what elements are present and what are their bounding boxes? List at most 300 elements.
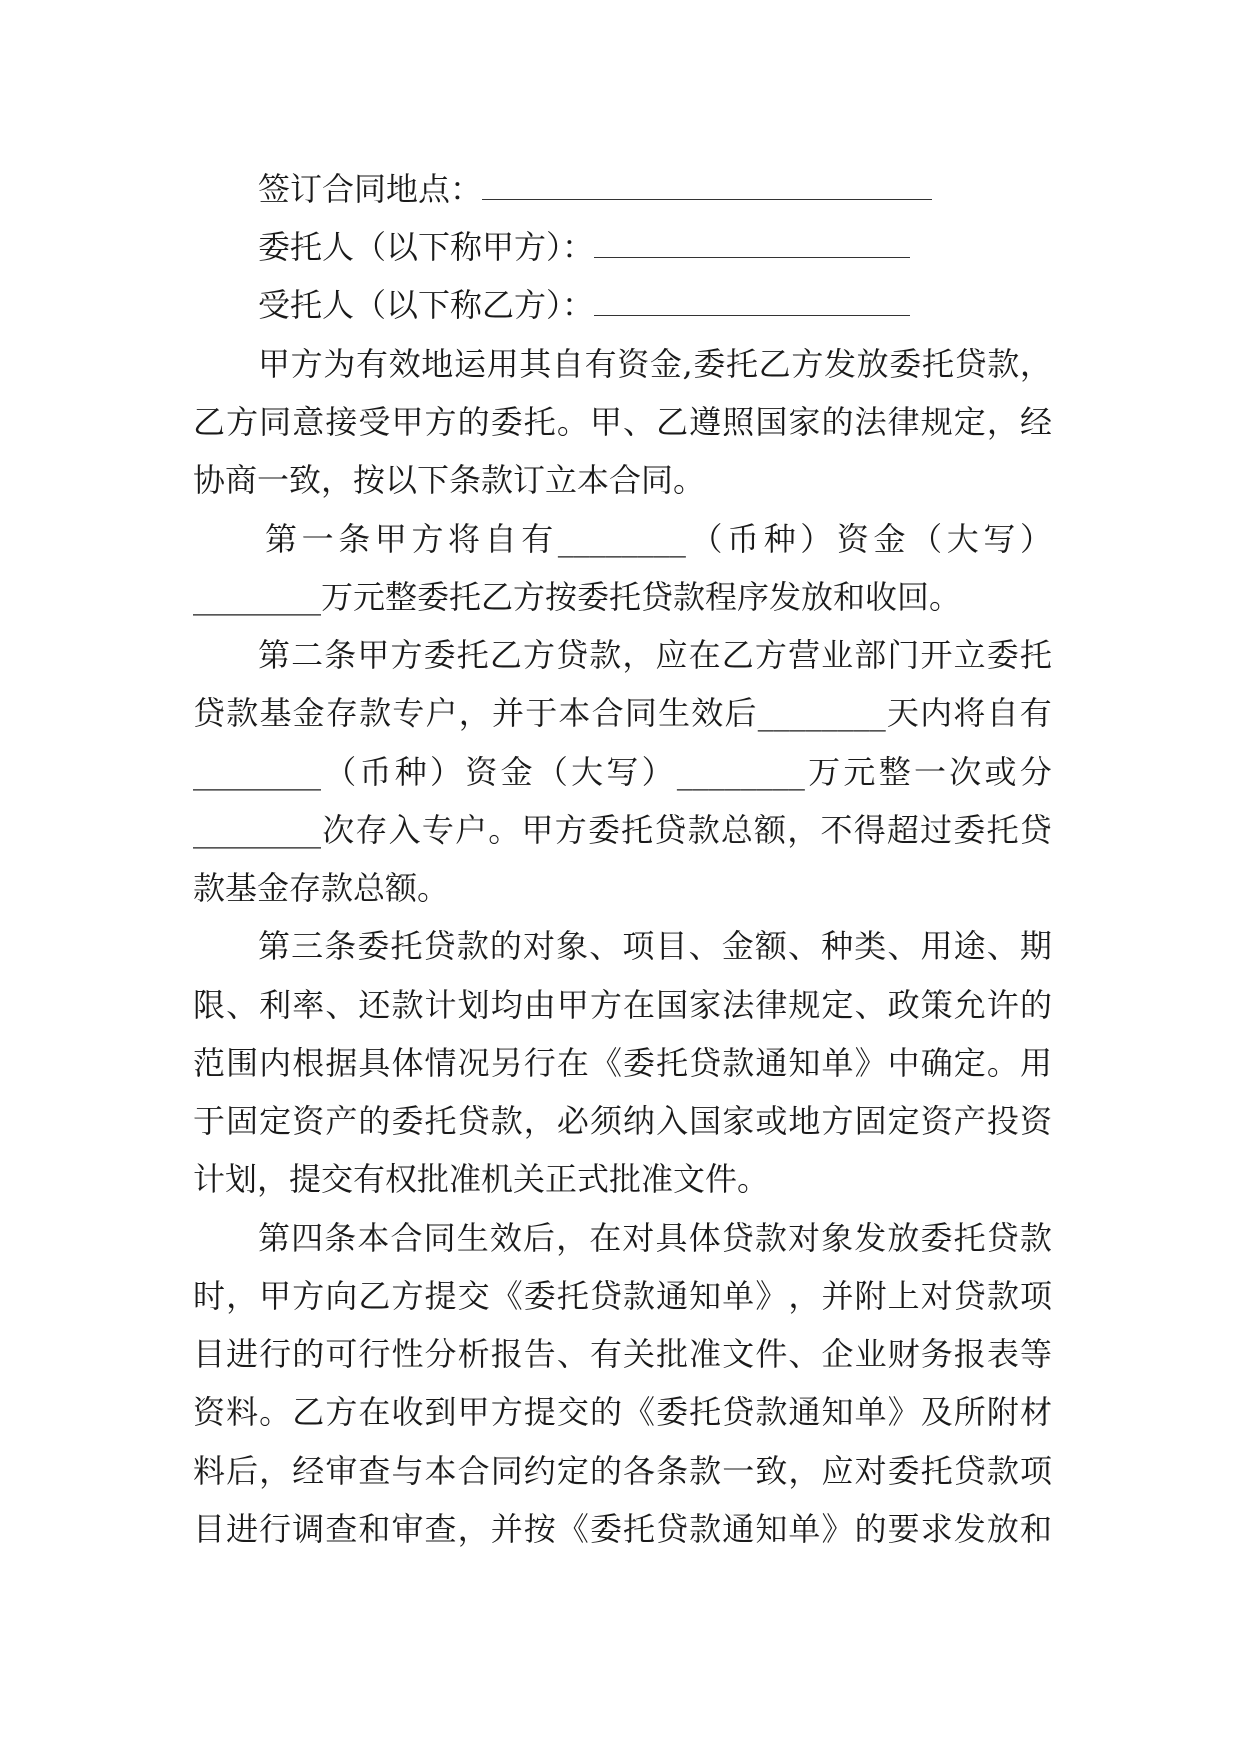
- glyph: 效: [691, 694, 724, 732]
- glyph: 委: [490, 403, 523, 441]
- glyph: 后: [523, 1219, 556, 1257]
- glyph: 意: [292, 403, 325, 441]
- glyph: 具: [655, 1219, 688, 1257]
- glyph: 自: [986, 694, 1019, 732]
- glyph: 照: [722, 403, 755, 441]
- glyph: 遵: [689, 403, 722, 441]
- glyph: 本: [424, 1452, 457, 1490]
- glyph: ）: [430, 753, 463, 791]
- glyph: 整: [878, 753, 911, 791]
- glyph: 和: [1019, 1510, 1052, 1548]
- glyph: 贷: [953, 1452, 986, 1490]
- body-line: [193, 1101, 1052, 1141]
- glyph: ，: [787, 811, 820, 849]
- glyph: 甲: [391, 403, 424, 441]
- glyph: 企: [821, 1335, 854, 1373]
- glyph: 二: [291, 636, 324, 674]
- glyph: 万: [808, 753, 841, 791]
- glyph: 致: [755, 1452, 788, 1490]
- glyph: 乙: [193, 403, 226, 441]
- glyph: 同: [624, 694, 657, 732]
- glyph: 币: [727, 520, 760, 558]
- glyph: 四: [291, 1219, 324, 1257]
- glyph: 放: [856, 345, 889, 383]
- fill-blank[interactable]: ________: [193, 753, 321, 791]
- glyph: 策: [920, 986, 953, 1024]
- glyph: 上: [887, 1277, 920, 1315]
- glyph: 种: [821, 927, 854, 965]
- glyph: 次: [322, 811, 355, 849]
- body-line: [193, 810, 1052, 850]
- body-line: [193, 985, 1052, 1025]
- glyph: 金: [873, 520, 906, 558]
- glyph: 存: [325, 694, 358, 732]
- glyph: 方: [290, 345, 323, 383]
- glyph: ）: [800, 520, 833, 558]
- glyph: 审: [391, 1510, 424, 1548]
- glyph: 委: [357, 927, 390, 965]
- glyph: 体: [688, 1219, 721, 1257]
- glyph: 方: [424, 403, 457, 441]
- glyph: 料: [193, 1452, 226, 1490]
- glyph: 发: [953, 1510, 986, 1548]
- glyph: 门: [887, 636, 920, 674]
- glyph: 允: [953, 986, 986, 1024]
- glyph: 合: [390, 1219, 423, 1257]
- glyph: 对: [622, 1219, 655, 1257]
- glyph: 委: [887, 1452, 920, 1490]
- glyph: 提: [424, 1277, 457, 1315]
- glyph: 、: [623, 403, 656, 441]
- glyph: 在: [556, 1044, 589, 1082]
- glyph: 须: [589, 1102, 622, 1140]
- glyph: 关: [623, 1335, 656, 1373]
- glyph: 方: [390, 636, 423, 674]
- glyph: 对: [920, 1277, 953, 1315]
- glyph: 甲: [259, 1277, 292, 1315]
- glyph: 委: [391, 1102, 424, 1140]
- glyph: 写: [606, 753, 639, 791]
- glyph: 甲: [457, 1393, 490, 1431]
- place-line: [258, 169, 932, 209]
- glyph: 贷: [954, 345, 987, 383]
- glyph: 方: [325, 1393, 358, 1431]
- glyph: 合: [591, 694, 624, 732]
- glyph: 款: [391, 986, 424, 1024]
- glyph: 贷: [556, 636, 589, 674]
- glyph: 方: [821, 1102, 854, 1140]
- glyph: 托: [953, 1219, 986, 1257]
- glyph: ，: [1019, 345, 1052, 383]
- glyph: 元: [843, 753, 876, 791]
- glyph: 总: [720, 811, 753, 849]
- glyph: 通: [788, 1393, 821, 1431]
- glyph: 纳: [623, 1102, 656, 1140]
- glyph: 开: [920, 636, 953, 674]
- glyph: 托: [689, 1393, 722, 1431]
- glyph: 的: [589, 1393, 622, 1431]
- glyph: 通: [656, 1277, 689, 1315]
- glyph: 委: [623, 1044, 656, 1082]
- glyph: 自: [484, 520, 517, 558]
- glyph: 经: [1019, 403, 1052, 441]
- fill-blank[interactable]: ________: [193, 811, 321, 849]
- glyph: 体: [391, 1044, 424, 1082]
- glyph: 基: [259, 694, 292, 732]
- glyph: 定: [556, 1452, 589, 1490]
- glyph: 款: [754, 1219, 787, 1257]
- glyph: 准: [689, 1335, 722, 1373]
- glyph: 、: [986, 927, 1019, 965]
- glyph: 贷: [457, 1102, 490, 1140]
- glyph: 象: [556, 927, 589, 965]
- glyph: 种: [763, 520, 796, 558]
- glyph: 目: [193, 1335, 226, 1373]
- body-line: [258, 926, 1052, 966]
- glyph: 方: [411, 520, 444, 558]
- body-line: [193, 1451, 1052, 1491]
- glyph: 于: [525, 694, 558, 732]
- glyph: 或: [755, 1102, 788, 1140]
- glyph: 象: [821, 1219, 854, 1257]
- glyph: 本: [357, 1219, 390, 1257]
- glyph: 定: [887, 1102, 920, 1140]
- glyph: 有: [1019, 694, 1052, 732]
- glyph: 交: [556, 1393, 589, 1431]
- glyph: 合: [457, 1452, 490, 1490]
- glyph: 金: [292, 694, 325, 732]
- glyph: 委: [889, 345, 922, 383]
- glyph: 托: [623, 1510, 656, 1548]
- glyph: 家: [722, 1102, 755, 1140]
- glyph: 接: [325, 403, 358, 441]
- glyph: 》: [755, 1277, 788, 1315]
- glyph: 同: [423, 1219, 456, 1257]
- glyph: 及: [920, 1393, 953, 1431]
- glyph: 所: [953, 1393, 986, 1431]
- glyph: 产: [325, 1102, 358, 1140]
- glyph: 金: [721, 927, 754, 965]
- glyph: 款: [359, 694, 392, 732]
- glyph: 资: [465, 753, 498, 791]
- glyph: ，: [259, 1452, 292, 1490]
- glyph: 乙: [292, 1393, 325, 1431]
- glyph: 方: [589, 986, 622, 1024]
- glyph: 托: [621, 811, 654, 849]
- glyph: 行: [259, 1510, 292, 1548]
- glyph: 专: [421, 811, 454, 849]
- glyph: 委: [693, 345, 726, 383]
- glyph: 行: [259, 1335, 292, 1373]
- glyph: 第: [265, 520, 298, 558]
- glyph: 料: [226, 1393, 259, 1431]
- glyph: 的: [1019, 986, 1052, 1024]
- glyph: 范: [193, 1044, 226, 1082]
- glyph: 分: [424, 1335, 457, 1373]
- glyph: 一: [301, 520, 334, 558]
- glyph: 律: [755, 986, 788, 1024]
- glyph: 、: [556, 1335, 589, 1373]
- glyph: 由: [523, 986, 556, 1024]
- glyph: 必: [556, 1102, 589, 1140]
- glyph: （: [690, 520, 723, 558]
- body-line: [193, 402, 1052, 442]
- glyph: 资: [1019, 1102, 1052, 1140]
- principal-label: 委托人（以下称甲方）：: [258, 228, 595, 266]
- glyph: 文: [722, 1335, 755, 1373]
- glyph: 、: [688, 927, 721, 965]
- glyph: 在: [688, 636, 721, 674]
- glyph: 各: [623, 1452, 656, 1490]
- glyph: 条: [324, 927, 357, 965]
- glyph: 行: [523, 1044, 556, 1082]
- glyph: 告: [523, 1335, 556, 1373]
- fill-blank[interactable]: ________: [757, 694, 886, 732]
- glyph: （: [910, 520, 943, 558]
- glyph: 。: [986, 1044, 1019, 1082]
- glyph: 款: [1019, 1219, 1052, 1257]
- glyph: 求: [920, 1510, 953, 1548]
- glyph: 的: [854, 1510, 887, 1548]
- glyph: 方: [490, 1393, 523, 1431]
- glyph: ，: [986, 403, 1019, 441]
- glyph: 地: [421, 345, 454, 383]
- glyph: 效: [489, 1219, 522, 1257]
- glyph: 贷: [722, 1393, 755, 1431]
- glyph: 据: [325, 1044, 358, 1082]
- glyph: 甲: [357, 636, 390, 674]
- glyph: ，: [226, 1277, 259, 1315]
- glyph: 根: [292, 1044, 325, 1082]
- glyph: 委: [953, 811, 986, 849]
- glyph: 知: [689, 1277, 722, 1315]
- glyph: 甲: [589, 403, 622, 441]
- glyph: 方: [292, 1277, 325, 1315]
- glyph: 有: [589, 1335, 622, 1373]
- glyph: 定: [259, 1102, 292, 1140]
- glyph: 天: [886, 694, 919, 732]
- glyph: 方: [391, 1277, 424, 1315]
- glyph: 的: [358, 1102, 391, 1140]
- glyph: 资: [617, 345, 650, 383]
- body-line: 计划，提交有权批准机关正式批准文件。: [193, 1160, 770, 1198]
- glyph: 有: [521, 520, 554, 558]
- agent-label: 受托人（以下称乙方）：: [258, 286, 595, 324]
- glyph: 贷: [1019, 811, 1052, 849]
- glyph: 款: [986, 1277, 1019, 1315]
- glyph: 并: [491, 694, 524, 732]
- glyph: 定: [821, 986, 854, 1024]
- glyph: 《: [623, 1393, 656, 1431]
- glyph: 部: [854, 636, 887, 674]
- glyph: 过: [920, 811, 953, 849]
- glyph: 条: [324, 1219, 357, 1257]
- glyph: 并: [821, 1277, 854, 1315]
- glyph: 内: [259, 1044, 292, 1082]
- glyph: ，: [788, 1452, 821, 1490]
- glyph: 定: [953, 1044, 986, 1082]
- glyph: 发: [854, 1219, 887, 1257]
- glyph: 进: [226, 1510, 259, 1548]
- glyph: 托: [921, 345, 954, 383]
- glyph: 方: [791, 345, 824, 383]
- glyph: 审: [325, 1452, 358, 1490]
- glyph: 贷: [656, 1510, 689, 1548]
- glyph: 委: [656, 1393, 689, 1431]
- glyph: 金: [649, 345, 682, 383]
- glyph: 产: [953, 1102, 986, 1140]
- glyph: 后: [724, 694, 757, 732]
- glyph: 乙: [758, 345, 791, 383]
- glyph: 第: [258, 1219, 291, 1257]
- glyph: 查: [325, 1510, 358, 1548]
- glyph: 其: [519, 345, 552, 383]
- glyph: 托: [390, 927, 423, 965]
- glyph: 况: [457, 1044, 490, 1082]
- glyph: 围: [226, 1044, 259, 1082]
- glyph: 提: [523, 1393, 556, 1431]
- glyph: 知: [755, 1510, 788, 1548]
- glyph: 贷: [193, 694, 226, 732]
- glyph: 通: [722, 1510, 755, 1548]
- glyph: （: [324, 753, 357, 791]
- glyph: 入: [656, 1102, 689, 1140]
- glyph: 交: [457, 1277, 490, 1315]
- glyph: 内: [920, 694, 953, 732]
- glyph: ，: [556, 1219, 589, 1257]
- glyph: 财: [887, 1335, 920, 1373]
- place-blank[interactable]: [482, 169, 932, 200]
- glyph: 不: [820, 811, 853, 849]
- glyph: 委: [587, 811, 620, 849]
- glyph: 向: [325, 1277, 358, 1315]
- glyph: 次: [949, 753, 982, 791]
- glyph: ,: [682, 345, 693, 383]
- glyph: 种: [394, 753, 427, 791]
- principal-line: [258, 227, 910, 267]
- glyph: 知: [788, 1044, 821, 1082]
- glyph: 在: [358, 1393, 391, 1431]
- glyph: 报: [953, 1335, 986, 1373]
- glyph: 的: [821, 403, 854, 441]
- glyph: 报: [490, 1335, 523, 1373]
- glyph: 业: [854, 1335, 887, 1373]
- glyph: 时: [193, 1277, 226, 1315]
- glyph: 贷: [689, 1044, 722, 1082]
- glyph: 。: [488, 811, 521, 849]
- glyph: 分: [1019, 753, 1052, 791]
- glyph: 一: [913, 753, 946, 791]
- glyph: 后: [226, 1452, 259, 1490]
- glyph: 、: [325, 986, 358, 1024]
- glyph: 托: [456, 636, 489, 674]
- principal-blank[interactable]: [594, 227, 910, 258]
- glyph: 贷: [589, 1277, 622, 1315]
- glyph: 项: [622, 927, 655, 965]
- glyph: 大: [571, 753, 604, 791]
- glyph: 额: [754, 811, 787, 849]
- glyph: 生: [456, 1219, 489, 1257]
- glyph: 托: [556, 1277, 589, 1315]
- glyph: 营: [788, 636, 821, 674]
- glyph: 应: [821, 1452, 854, 1490]
- glyph: 方: [523, 636, 556, 674]
- glyph: 用: [920, 927, 953, 965]
- glyph: 款: [589, 636, 622, 674]
- glyph: 委: [986, 636, 1019, 674]
- agent-line: [258, 285, 910, 325]
- glyph: ，: [622, 636, 655, 674]
- glyph: 单: [821, 1044, 854, 1082]
- glyph: 款: [226, 694, 259, 732]
- glyph: 规: [788, 986, 821, 1024]
- glyph: 析: [457, 1335, 490, 1373]
- fill-blank[interactable]: ________: [676, 753, 805, 791]
- glyph: 、: [788, 927, 821, 965]
- glyph: 托: [424, 1102, 457, 1140]
- glyph: 批: [656, 1335, 689, 1373]
- glyph: 户: [425, 694, 458, 732]
- glyph: 生: [658, 694, 691, 732]
- glyph: 》: [821, 1510, 854, 1548]
- glyph: 乙: [358, 1277, 391, 1315]
- glyph: 《: [589, 1044, 622, 1082]
- glyph: 调: [292, 1510, 325, 1548]
- glyph: 在: [623, 986, 656, 1024]
- agent-blank[interactable]: [594, 285, 910, 316]
- glyph: 进: [226, 1335, 259, 1373]
- glyph: 确: [920, 1044, 953, 1082]
- glyph: 款: [689, 1510, 722, 1548]
- glyph: 通: [755, 1044, 788, 1082]
- glyph: 途: [953, 927, 986, 965]
- glyph: 知: [821, 1393, 854, 1431]
- glyph: 单: [722, 1277, 755, 1315]
- glyph: 业: [821, 636, 854, 674]
- glyph: 资: [193, 1393, 226, 1431]
- glyph: 款: [755, 1393, 788, 1431]
- glyph: ，: [788, 1277, 821, 1315]
- glyph: 地: [788, 1102, 821, 1140]
- glyph: 方: [754, 636, 787, 674]
- glyph: 国: [656, 986, 689, 1024]
- glyph: 》: [854, 1044, 887, 1082]
- glyph: 许: [986, 986, 1019, 1024]
- glyph: 对: [523, 927, 556, 965]
- glyph: 的: [292, 1335, 325, 1373]
- glyph: 可: [325, 1335, 358, 1373]
- glyph: 款: [722, 1044, 755, 1082]
- glyph: 收: [391, 1393, 424, 1431]
- glyph: 《: [490, 1277, 523, 1315]
- body-line: [193, 693, 1052, 733]
- glyph: 期: [1019, 927, 1052, 965]
- glyph: 发: [823, 345, 856, 383]
- glyph: 款: [490, 1102, 523, 1140]
- glyph: 写: [983, 520, 1016, 558]
- glyph: 放: [887, 1219, 920, 1257]
- glyph: 乙: [656, 403, 689, 441]
- glyph: ）: [641, 753, 674, 791]
- glyph: 与: [391, 1452, 424, 1490]
- glyph: 在: [589, 1219, 622, 1257]
- glyph: 将: [448, 520, 481, 558]
- glyph: 方: [554, 811, 587, 849]
- fill-blank[interactable]: ________: [557, 520, 686, 558]
- glyph: 的: [489, 927, 522, 965]
- glyph: 托: [986, 811, 1019, 849]
- glyph: 率: [292, 986, 325, 1024]
